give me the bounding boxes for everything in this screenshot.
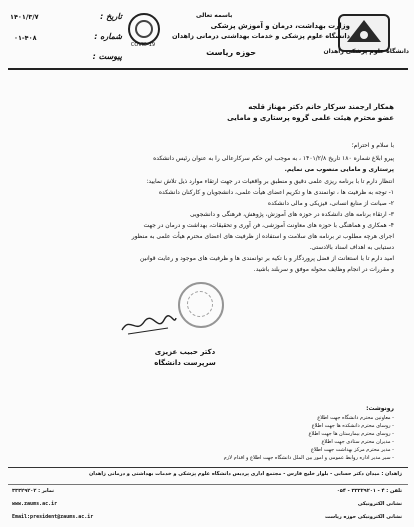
recipient-title: عضو محترم هیئت علمی گروه پرستاری و مامایی: [227, 114, 394, 122]
footer-website-link[interactable]: www.zaums.ac.ir: [12, 501, 58, 507]
list-item-4-line-3: دستیابی به اهداف اسناد بالادستی.: [309, 244, 394, 251]
paragraph-2: انتظار دارم تا با برنامه ریزی علمی دقیق و منطبق بر واقعیات در جهت ارتقاء موارد ذیل تلاش نمایید:: [146, 178, 394, 185]
footer-e-office-detail: نشانی الکترونیکی حوزه ریاست: [324, 514, 402, 520]
paragraph-1-continued: پرستاری و مامایی منصوب می نمایم.: [284, 166, 394, 173]
covid-seal-icon: [128, 13, 160, 45]
seal-caption: COVID-19: [130, 42, 156, 48]
recipient-name: همکار ارجمند سرکار خانم دکتر مهناز قلجه: [248, 103, 394, 111]
paragraph-1: پیرو ابلاغ شماره ۱۸۰ تاریخ ۱۴۰۱/۲/۸ ، به موجب این حکم سرکارعالی را به عنوان رئیس دانشکده: [153, 155, 394, 162]
cc-item: - روسای محترم بیمارستان ها جهت اطلاع: [140, 431, 394, 437]
footer-divider-secondary: [8, 484, 408, 485]
footer-phone: تلفن : ۴ - ۳۳۳۲۹۲۰۱ - ۰۵۴: [336, 488, 402, 494]
list-item-3: ۳- ارتقاء برنامه های دانشکده در حوزه های آموزش، پژوهش، فرهنگی و دانشجویی: [189, 211, 394, 218]
department-name: حوزه ریاست: [206, 48, 256, 57]
footer-e-office: نشانی الکترونیکی: [357, 501, 402, 507]
list-item-2: ۲- صیانت از منابع انسانی، فیزیکی و مالی دانشکده: [267, 200, 394, 207]
number-value: ۰۱-۴۰۸: [14, 34, 37, 42]
list-item-4: ۴- همکاری و هماهنگی با حوزه های معاونت آموزشی، فن آوری و تحقیقات، بهداشت و درمان در جهت: [143, 222, 394, 229]
cc-title: رونوشت:: [366, 405, 394, 412]
greeting: با سلام و احترام؛: [351, 142, 394, 149]
signatory-role: سرپرست دانشگاه: [154, 359, 216, 367]
cc-item: - سیر مدیر اداره روابط عمومی و امور بین الملل دانشگاه جهت اطلاع و اقدام لازم: [140, 455, 394, 461]
list-item-4-line-2: اجرای هرچه مطلوب تر برنامه های سلامت و استفاده از ظرفیت های اعضای محترم هیأت علمی به منظور: [131, 233, 394, 240]
list-item-1: ۱- توجه به ظرفیت ها ، توانمندی ها و تکریم اعضای هیأت علمی، دانشجویان و کارکنان دانشکده: [158, 189, 394, 196]
signatory-name: دکتر حبیب عزیزی: [154, 348, 216, 356]
basmala: باسمه تعالی: [196, 12, 233, 19]
university-full-name: دانشگاه علوم پزشکی و خدمات بهداشتی درمانی زاهدان: [171, 32, 350, 40]
university-name: دانشگاه علوم پزشکی زاهدان: [323, 48, 409, 55]
ministry-name: وزارت بهداشت، درمان و آموزش پزشکی: [210, 22, 350, 30]
closing-paragraph: امید دارم تا با استعانت از فضل پروردگار و با تکیه بر توانمندی ها و ظرفیت های موجود و رعایت قوانین: [139, 255, 394, 262]
official-stamp-icon: [178, 282, 224, 328]
handwritten-signature-icon: [118, 312, 180, 338]
number-label: شماره :: [94, 32, 122, 41]
footer-divider: [8, 467, 408, 468]
footer-fax: نمابر : ۳۳۳۲۹۲۰۲: [12, 488, 54, 494]
cc-item: - روسای محترم دانشکده ها جهت اطلاع: [140, 423, 394, 429]
attachment-label: پیوست :: [92, 52, 122, 61]
date-label: تاریخ :: [100, 12, 122, 21]
footer-email-link[interactable]: Email:president@zaums.ac.ir: [12, 514, 94, 520]
cc-item: - مدیر محترم مرکز بهداشت جهت اطلاع: [140, 447, 394, 453]
cc-item: - مدیران محترم ستادی جهت اطلاع: [140, 439, 394, 445]
closing-paragraph-line-2: و مقررات در انجام وظایف محوله موفق و سربلند باشید.: [253, 266, 394, 273]
cc-item: - معاونین محترم دانشگاه جهت اطلاع: [140, 415, 394, 421]
footer-address: زاهدان : میدان دکتر حسابی - بلوار خلیج فارس - مجتمع اداری پردیس دانشگاه علوم پزشکی و خدمات بهداشتی و درمانی زاهدان: [89, 471, 402, 477]
header-divider: [8, 68, 408, 70]
date-value: ۱۴۰۱/۳/۷: [10, 13, 39, 21]
